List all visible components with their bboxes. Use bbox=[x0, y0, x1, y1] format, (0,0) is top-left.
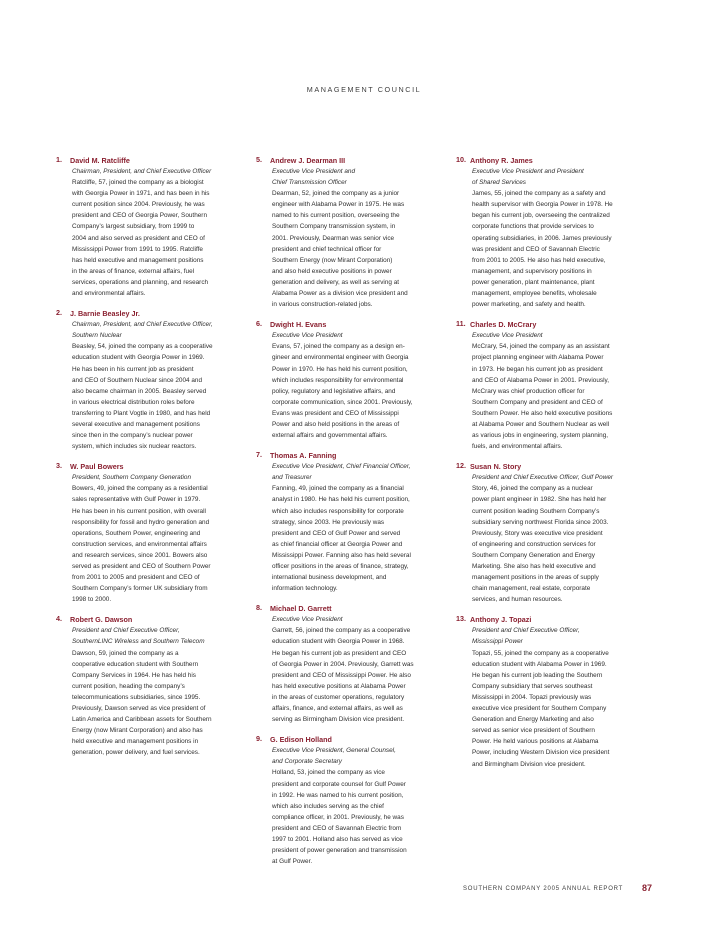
member-bio-line: Previously, Story was executive vice president bbox=[472, 529, 603, 537]
member-bio-line: Story, 46, joined the company as a nuclear bbox=[472, 485, 593, 493]
member-title bbox=[72, 319, 246, 341]
member-bio-line: from 2001 to 2005. He also has held executive, bbox=[472, 256, 606, 264]
entry-number: 12. bbox=[456, 461, 466, 471]
member-bio-line: James, 55, joined the company as a safety and bbox=[472, 190, 606, 198]
member-bio-line: several executive and management positions bbox=[72, 420, 200, 428]
member-bio-line: in the areas of finance, external affairs, fuel bbox=[72, 267, 195, 275]
member-bio-line: from 2001 to 2005 and president and CEO of bbox=[72, 574, 200, 582]
member-bio-line: Energy (now Mirant Corporation) and also has bbox=[72, 727, 203, 735]
member-title bbox=[472, 625, 668, 647]
member-bio-line: president and CEO of Gulf Power and served bbox=[272, 529, 401, 537]
member-bio-line: He began his current job as president and CEO bbox=[272, 649, 407, 657]
entry-number: 4. bbox=[56, 614, 62, 624]
member-name: W. Paul Bowers bbox=[70, 462, 124, 472]
member-bio-line: subsidiary serving northwest Florida since 2003. bbox=[472, 518, 609, 526]
council-member-entry bbox=[56, 308, 246, 452]
member-bio-line: education student with Alabama Power in 1969. bbox=[472, 660, 607, 668]
member-bio-line: power generation, plant maintenance, plant bbox=[472, 278, 595, 286]
member-bio-line: responsibility for fossil and hydro generation and bbox=[72, 518, 210, 526]
member-bio-line: with Georgia Power in 1971, and has been in his bbox=[72, 190, 210, 198]
member-name: Anthony R. James bbox=[470, 156, 533, 165]
member-bio-line: telecommunications subsidiaries, since 1995. bbox=[72, 693, 201, 701]
member-title-line: and Treasurer bbox=[272, 474, 312, 482]
member-bio-line: Company Services in 1964. He has held his bbox=[72, 671, 196, 679]
member-bio-line: Southern Energy (now Mirant Corporation) bbox=[272, 256, 393, 264]
member-bio-line: chain management, real estate, corporate bbox=[472, 585, 591, 593]
member-bio-line: services, operations and planning, and research bbox=[72, 278, 209, 286]
member-bio-line: president and chief technical officer for bbox=[272, 245, 382, 253]
member-bio-line: of Georgia Power in 2004. Previously, Garrett was bbox=[272, 660, 414, 668]
member-bio-line: Beasley, 54, joined the company as a cooperative bbox=[72, 343, 213, 351]
entry-number: 11. bbox=[456, 319, 466, 329]
member-bio-line: Garrett, 56, joined the company as a cooperative bbox=[272, 627, 411, 635]
member-title-line: and Corporate Secretary bbox=[272, 758, 342, 766]
member-bio-line: management, and supervisory positions in bbox=[472, 267, 592, 275]
member-bio-line: has held executive and management positions bbox=[72, 256, 204, 264]
entry-number: 8. bbox=[256, 603, 262, 613]
member-bio-line: as chief financial officer at Georgia Power and bbox=[272, 540, 403, 548]
member-bio-line: and research services, since 2001. Bowers also bbox=[72, 551, 208, 559]
member-bio-line: current position, heading the company’s bbox=[72, 682, 185, 690]
member-title-line: President and Chief Executive Officer, bbox=[72, 627, 180, 635]
member-name: Dwight H. Evans bbox=[270, 320, 327, 330]
member-bio-line: and CEO of Southern Nuclear since 2004 and bbox=[72, 376, 203, 384]
member-bio-line: Southern Company and president and CEO of bbox=[472, 398, 603, 406]
entry-number: 6. bbox=[256, 319, 262, 329]
member-bio-line: Dearman, 52, joined the company as a junior bbox=[272, 190, 400, 198]
member-bio-line: power marketing, and safety and health. bbox=[472, 301, 586, 309]
member-bio-line: and CEO of Alabama Power in 2001. Previously, bbox=[472, 376, 609, 384]
member-title bbox=[472, 330, 668, 341]
council-member-entry bbox=[456, 155, 668, 310]
member-bio-line: served as senior vice president of Southern bbox=[472, 727, 595, 735]
member-bio-line: in various construction-related jobs. bbox=[272, 301, 373, 309]
member-bio-line: construction services, and environmental affairs bbox=[72, 540, 207, 548]
member-title-line: President and Chief Executive Officer, Gulf Power bbox=[472, 474, 614, 482]
member-bio-line: policy, regulatory and legislative affairs, and bbox=[272, 387, 396, 395]
member-bio-line: named to his current position, overseeing the bbox=[272, 212, 400, 220]
member-title-line: Executive Vice President, General Counsel, bbox=[272, 747, 396, 755]
member-bio-line: 1998 to 2000. bbox=[72, 596, 112, 604]
member-bio-line: transferring to Plant Vogtle in 1980, and has held bbox=[72, 409, 211, 417]
member-title-line: Executive Vice President bbox=[472, 332, 543, 340]
entry-number: 1. bbox=[56, 155, 62, 164]
member-bio-line: McCrary, 54, joined the company as an assistant bbox=[472, 343, 610, 351]
member-title-line: Executive Vice President bbox=[272, 616, 343, 624]
member-name: Thomas A. Fanning bbox=[270, 451, 337, 461]
member-bio-line: management, employee benefits, wholesale bbox=[472, 290, 597, 298]
member-bio-line: has held executive positions at Alabama Power bbox=[272, 682, 406, 690]
column-right bbox=[456, 155, 668, 770]
member-bio-line: Latin America and Caribbean assets for Southern bbox=[72, 716, 212, 724]
entry-number: 7. bbox=[256, 450, 262, 460]
member-title bbox=[272, 461, 446, 483]
member-bio-line: in the areas of customer operations, regulatory bbox=[272, 693, 405, 701]
member-bio-line: operating subsidiaries, in 2006. James previously bbox=[472, 234, 612, 242]
member-bio-line: generation, power delivery, and fuel services. bbox=[72, 749, 200, 757]
member-bio-line: Evans was president and CEO of Mississippi bbox=[272, 409, 399, 417]
member-bio-line: education student with Georgia Power in 1968. bbox=[272, 638, 405, 646]
member-bio-line: sales representative with Gulf Power in 1979. bbox=[72, 496, 201, 504]
council-member-entry bbox=[56, 461, 246, 605]
member-title bbox=[72, 625, 246, 647]
member-bio-line: Mississippi Power from 1991 to 1995. Ratcliffe bbox=[72, 245, 203, 253]
member-title bbox=[472, 166, 668, 188]
member-bio-line: affairs, finance, and external affairs, as well as bbox=[272, 705, 403, 713]
member-bio-line: Company subsidiary that serves southeast bbox=[472, 682, 593, 690]
member-bio-line: president and CEO of Mississippi Power. He also bbox=[272, 671, 411, 679]
council-member-entry bbox=[56, 614, 246, 758]
page-number: 87 bbox=[642, 883, 653, 893]
member-bio-line: He has been in his current position, with overall bbox=[72, 507, 206, 515]
member-bio-line: generation and delivery, as well as serving at bbox=[272, 278, 400, 286]
member-bio-line: Southern Company Generation and Energy bbox=[472, 551, 595, 559]
member-bio-line: since then in the company’s nuclear power bbox=[72, 432, 193, 440]
entry-number: 3. bbox=[56, 461, 62, 471]
member-name: Anthony J. Topazi bbox=[470, 615, 532, 625]
entry-number: 10. bbox=[456, 155, 466, 164]
member-title bbox=[272, 330, 446, 341]
member-bio-line: information technology. bbox=[272, 585, 338, 593]
member-bio-line: corporate communication, since 2001. Previously, bbox=[272, 398, 413, 406]
member-bio-line: gineer and environmental engineer with Georgia bbox=[272, 354, 409, 362]
member-bio-line: engineer with Alabama Power in 1975. He was bbox=[272, 201, 405, 209]
member-bio-line: power plant engineer in 1982. She has held her bbox=[472, 496, 607, 504]
member-bio-line: president and CEO of Savannah Electric from bbox=[272, 824, 402, 832]
member-title-line: SouthernLINC Wireless and Southern Telecom bbox=[72, 638, 205, 646]
footer-report-title: SOUTHERN COMPANY 2005 ANNUAL REPORT bbox=[463, 886, 624, 892]
member-bio-line: began his current job, overseeing the centralized bbox=[472, 212, 610, 220]
member-bio-line: Bowers, 49, joined the company as a residential bbox=[72, 485, 208, 493]
member-bio-line: project planning engineer with Alabama Power bbox=[472, 354, 604, 362]
column-middle bbox=[256, 155, 446, 867]
member-bio-line: Power in 1970. He has held his current position, bbox=[272, 365, 408, 373]
member-bio-line: of engineering and construction services for bbox=[472, 540, 596, 548]
council-member-entry bbox=[456, 461, 668, 605]
member-bio-line: Southern Company’s former UK subsidiary from bbox=[72, 585, 208, 593]
member-title bbox=[272, 614, 446, 625]
member-title bbox=[272, 745, 446, 767]
entry-number: 5. bbox=[256, 155, 262, 164]
member-name: Michael D. Garrett bbox=[270, 604, 332, 614]
council-member-entry bbox=[256, 603, 446, 725]
member-bio-line: Marketing. She also has held executive and bbox=[472, 563, 596, 570]
member-bio-line: analyst in 1980. He has held his current position, bbox=[272, 496, 410, 504]
member-bio-line: served as president and CEO of Southern Power bbox=[72, 563, 211, 570]
council-member-entry bbox=[456, 319, 668, 452]
member-bio-line: held executive and management positions in bbox=[72, 738, 199, 746]
member-bio-line: which includes responsibility for environmental bbox=[272, 376, 404, 384]
member-title bbox=[472, 472, 668, 483]
member-name: Robert G. Dawson bbox=[70, 615, 133, 625]
member-bio-line: Power and also held positions in the areas of bbox=[272, 420, 400, 428]
member-name: David M. Ratcliffe bbox=[70, 156, 130, 165]
member-bio-line: Generation and Energy Marketing and also bbox=[472, 716, 594, 724]
member-bio-line: He began his current job leading the Southern bbox=[472, 671, 603, 679]
member-bio-line: current position leading Southern Company’s bbox=[472, 507, 600, 515]
member-name: Charles D. McCrary bbox=[470, 320, 537, 330]
member-bio-line: McCrary was chief production officer for bbox=[472, 387, 585, 395]
member-title-line: Chief Transmission Officer bbox=[272, 179, 347, 187]
member-bio-line: as various jobs in engineering, system planning, bbox=[472, 432, 609, 440]
member-bio-line: Dawson, 59, joined the company as a bbox=[72, 649, 179, 657]
member-title-line: President, Southern Company Generation bbox=[72, 474, 192, 482]
member-bio-line: president and corporate counsel for Gulf Power bbox=[272, 780, 406, 788]
member-bio-line: Evans, 57, joined the company as a design en- bbox=[272, 343, 405, 351]
member-bio-line: and Birmingham Division vice president. bbox=[472, 760, 586, 768]
member-bio-line: in 1973. He began his current job as president bbox=[472, 365, 603, 373]
member-title-line: of Shared Services bbox=[472, 179, 526, 187]
member-title-line: Executive Vice President and President bbox=[472, 168, 584, 175]
entry-number: 2. bbox=[56, 308, 62, 318]
member-name: Andrew J. Dearman III bbox=[270, 156, 346, 165]
member-bio-line: health supervisor with Georgia Power in 1978. He bbox=[472, 201, 613, 209]
member-title-line: Executive Vice President and bbox=[272, 168, 356, 175]
member-bio-line: Fanning, 49, joined the company as a financial bbox=[272, 485, 404, 493]
council-member-entry bbox=[256, 155, 446, 310]
member-bio-line: Alabama Power as a division vice president and bbox=[272, 290, 408, 298]
member-bio-line: also became chairman in 2005. Beasley served bbox=[72, 387, 207, 395]
council-member-entry bbox=[256, 319, 446, 441]
member-bio-line: Topazi, 55, joined the company as a cooperative bbox=[472, 649, 609, 657]
member-bio-line: international business development, and bbox=[272, 574, 387, 582]
member-bio-line: Ratcliffe, 57, joined the company as a biologist bbox=[72, 179, 204, 187]
member-bio-line: president of power generation and transmission bbox=[272, 847, 407, 855]
member-bio-line: president and CEO of Georgia Power, Southern bbox=[72, 212, 207, 220]
member-bio-line: system, which includes six nuclear reactors. bbox=[72, 443, 197, 451]
member-bio-line: in various electrical distribution roles before bbox=[72, 398, 195, 406]
entry-number: 13. bbox=[456, 614, 466, 624]
council-member-entry bbox=[56, 155, 246, 299]
member-title bbox=[72, 472, 246, 483]
member-title bbox=[72, 166, 246, 177]
member-bio-line: cooperative education student with Southern bbox=[72, 660, 199, 668]
member-name: J. Barnie Beasley Jr. bbox=[70, 309, 140, 319]
member-title-line: Southern Nuclear bbox=[72, 332, 122, 340]
member-name: G. Edison Holland bbox=[270, 735, 332, 745]
member-bio-line: 2004 and also served as president and CEO of bbox=[72, 234, 205, 242]
member-title bbox=[272, 166, 446, 188]
member-bio-line: at Alabama Power and Southern Nuclear as well bbox=[472, 420, 610, 428]
member-bio-line: at Gulf Power. bbox=[272, 858, 313, 866]
member-bio-line: 2001. Previously, Dearman was senior vice bbox=[272, 234, 395, 242]
member-bio-line: 1997 to 2001. Holland also has served as vice bbox=[272, 835, 403, 843]
member-title-line: Executive Vice President, Chief Financial Officer, bbox=[272, 463, 411, 471]
column-left bbox=[56, 155, 246, 759]
member-bio-line: strategy, since 2003. He previously was bbox=[272, 518, 385, 526]
member-bio-line: Holland, 53, joined the company as vice bbox=[272, 769, 385, 777]
member-title-line: President and Chief Executive Officer, bbox=[472, 627, 580, 635]
member-title-line: Executive Vice President bbox=[272, 332, 343, 340]
member-name: Susan N. Story bbox=[470, 462, 522, 472]
member-title-line: Chairman, President, and Chief Executive Officer bbox=[72, 168, 212, 175]
member-bio-line: services, and human resources. bbox=[472, 596, 563, 604]
member-bio-line: Power. He held various positions at Alabama bbox=[472, 738, 599, 746]
member-bio-line: serving as Birmingham Division vice president. bbox=[272, 716, 405, 724]
member-bio-line: in 1992. He was named to his current position, bbox=[272, 791, 404, 799]
member-bio-line: executive vice president for Southern Company bbox=[472, 705, 607, 713]
member-bio-line: Company’s largest subsidiary, from 1999 to bbox=[72, 223, 195, 231]
member-bio-line: Power, including Western Division vice president bbox=[472, 749, 610, 757]
member-bio-line: education student with Georgia Power in 1969. bbox=[72, 354, 205, 362]
member-bio-line: operations, Southern Power, engineering and bbox=[72, 529, 201, 537]
member-title-line: Mississippi Power bbox=[472, 638, 523, 646]
member-bio-line: Mississippi Power. Fanning also has held several bbox=[272, 551, 411, 559]
council-member-entry bbox=[256, 450, 446, 594]
member-bio-line: Mississippi in 2004. Topazi previously was bbox=[472, 693, 592, 701]
member-bio-line: He has been in his current job as president bbox=[72, 365, 194, 373]
member-bio-line: Previously, Dawson served as vice president of bbox=[72, 705, 206, 713]
member-bio-line: management positions in the areas of supply bbox=[472, 574, 599, 582]
council-member-entry bbox=[256, 734, 446, 867]
member-bio-line: and environmental affairs. bbox=[72, 290, 146, 298]
member-bio-line: which also includes serving as the chief bbox=[272, 802, 384, 810]
member-bio-line: corporate functions that provide services to bbox=[472, 223, 594, 231]
member-bio-line: external affairs and governmental affairs. bbox=[272, 432, 388, 440]
member-bio-line: compliance officer, in 2001. Previously, he was bbox=[272, 813, 404, 821]
council-member-entry bbox=[456, 614, 668, 769]
entry-number: 9. bbox=[256, 734, 262, 744]
member-bio-line: Southern Power. He also held executive positions bbox=[472, 409, 613, 417]
member-bio-line: which also includes responsibility for corporate bbox=[272, 507, 404, 515]
member-bio-line: and also held executive positions in power bbox=[272, 267, 392, 275]
member-bio-line: was president and CEO of Savannah Electric bbox=[472, 245, 600, 253]
page-title: MANAGEMENT COUNCIL bbox=[306, 85, 422, 94]
member-title-line: Chairman, President, and Chief Executive Officer, bbox=[72, 321, 213, 329]
member-bio-line: Southern Company transmission system, in bbox=[272, 223, 396, 231]
member-bio-line: current position since 2004. Previously, he was bbox=[72, 201, 205, 209]
member-bio-line: officer positions in the areas of finance, strategy, bbox=[272, 563, 409, 570]
member-bio-line: fuels, and environmental affairs. bbox=[472, 443, 563, 451]
